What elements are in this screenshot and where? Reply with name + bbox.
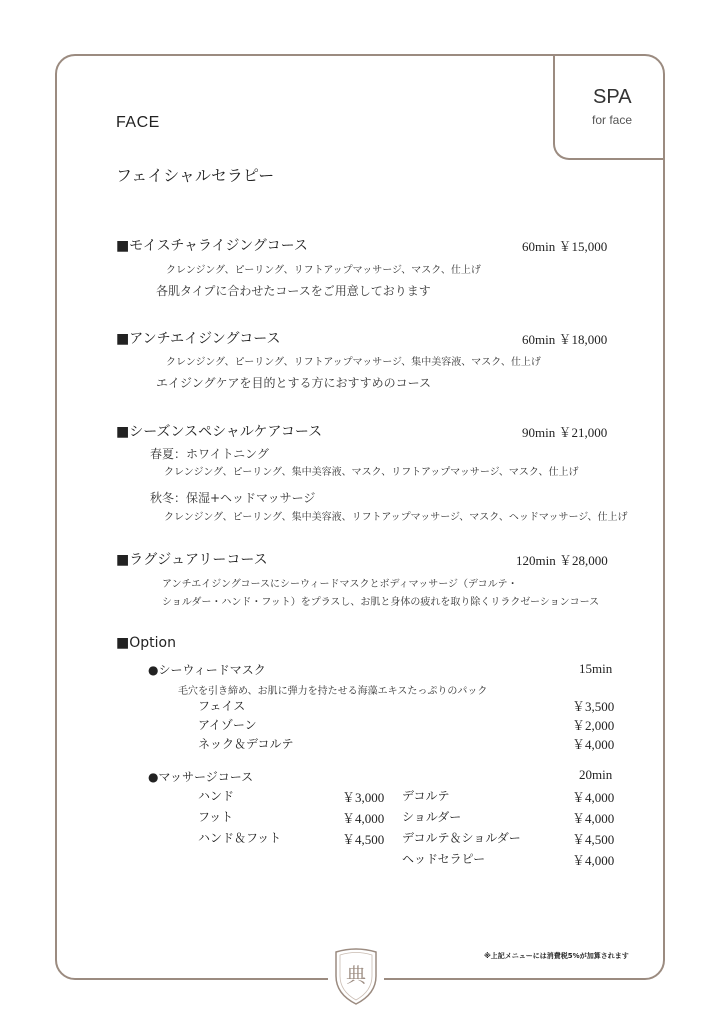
course-price-antiaging: 60min ￥18,000 bbox=[522, 332, 608, 347]
option-seaweed-duration: 15min bbox=[579, 661, 613, 676]
option-seaweed-name: ●シーウィードマスク bbox=[148, 663, 266, 677]
massage-item-price: ￥4,000 bbox=[572, 811, 615, 826]
season2-title: 秋冬：保湿+ヘッドマッサージ bbox=[150, 491, 316, 505]
course-details: クレンジング、ピーリング、リフトアップマッサージ、集中美容液、マスク、仕上げ bbox=[166, 357, 541, 368]
course-price-moisturizing: 60min ￥15,000 bbox=[522, 239, 608, 254]
option-item-price: ￥4,000 bbox=[572, 737, 615, 752]
course-details-line1: アンチエイジングコースにシーウィードマスクとボディマッサージ（デコルテ・ bbox=[162, 579, 518, 590]
logo-char: 典 bbox=[346, 963, 366, 987]
option-item-name: フェイス bbox=[198, 699, 246, 713]
option-item-price: ￥3,500 bbox=[572, 699, 615, 714]
massage-item-price: ￥3,000 bbox=[342, 790, 385, 805]
season1-details: クレンジング、ピーリング、集中美容液、マスク、リフトアップマッサージ、マスク、仕上げ bbox=[164, 467, 579, 478]
option-massage-name: ●マッサージコース bbox=[148, 770, 254, 784]
option-massage-duration: 20min bbox=[579, 767, 613, 782]
massage-item-name: ヘッドセラピー bbox=[402, 852, 486, 866]
massage-item-price: ￥4,000 bbox=[572, 790, 615, 805]
massage-item-name: ハンド＆フット bbox=[198, 831, 282, 845]
section-subtitle: フェイシャルセラピー bbox=[116, 166, 275, 185]
course-name-antiaging: ■アンチエイジングコース bbox=[116, 331, 281, 347]
massage-item-price: ￥4,000 bbox=[572, 853, 615, 868]
tax-note: ※上記メニューには消費税5%が加算されます bbox=[484, 952, 629, 960]
course-price-luxury: 120min ￥28,000 bbox=[516, 553, 608, 568]
option-seaweed-desc: 毛穴を引き締め、お肌に弾力を持たせる海藻エキスたっぷりのパック bbox=[178, 686, 488, 697]
massage-item-name: デコルテ bbox=[402, 789, 450, 803]
spa-title: SPA bbox=[593, 86, 632, 108]
season1-title: 春夏：ホワイトニング bbox=[150, 447, 269, 461]
massage-item-price: ￥4,000 bbox=[342, 811, 385, 826]
course-name-luxury: ■ラグジュアリーコース bbox=[116, 552, 268, 568]
massage-item-name: フット bbox=[198, 810, 234, 824]
option-item-price: ￥2,000 bbox=[572, 718, 615, 733]
massage-item-price: ￥4,500 bbox=[342, 832, 385, 847]
option-item-name: ネック＆デコルテ bbox=[198, 737, 294, 751]
shield-logo-icon bbox=[333, 946, 379, 1006]
course-name-season: ■シーズンスペシャルケアコース bbox=[116, 424, 323, 440]
course-price-season: 90min ￥21,000 bbox=[522, 425, 608, 440]
massage-item-name: デコルテ＆ショルダー bbox=[402, 831, 521, 845]
course-details: クレンジング、ピーリング、リフトアップマッサージ、マスク、仕上げ bbox=[166, 265, 481, 276]
course-details-line2: ショルダー・ハンド・フット）をプラスし、お肌と身体の疲れを取り除くリラクゼーションコース bbox=[162, 597, 600, 608]
course-name-moisturizing: ■モイスチャライジングコース bbox=[116, 238, 308, 254]
course-description: エイジングケアを目的とする方におすすめのコース bbox=[156, 376, 431, 390]
massage-item-price: ￥4,500 bbox=[572, 832, 615, 847]
massage-item-name: ショルダー bbox=[402, 810, 462, 824]
spa-subtitle: for face bbox=[592, 113, 633, 127]
season2-details: クレンジング、ピーリング、集中美容液、リフトアップマッサージ、マスク、ヘッドマッサージ、仕上げ bbox=[164, 512, 628, 523]
course-description: 各肌タイプに合わせたコースをご用意しております bbox=[156, 284, 431, 298]
option-item-name: アイゾーン bbox=[198, 718, 257, 732]
massage-item-name: ハンド bbox=[198, 789, 235, 803]
option-title: ■Option bbox=[116, 635, 176, 651]
section-face-title: FACE bbox=[116, 114, 160, 131]
